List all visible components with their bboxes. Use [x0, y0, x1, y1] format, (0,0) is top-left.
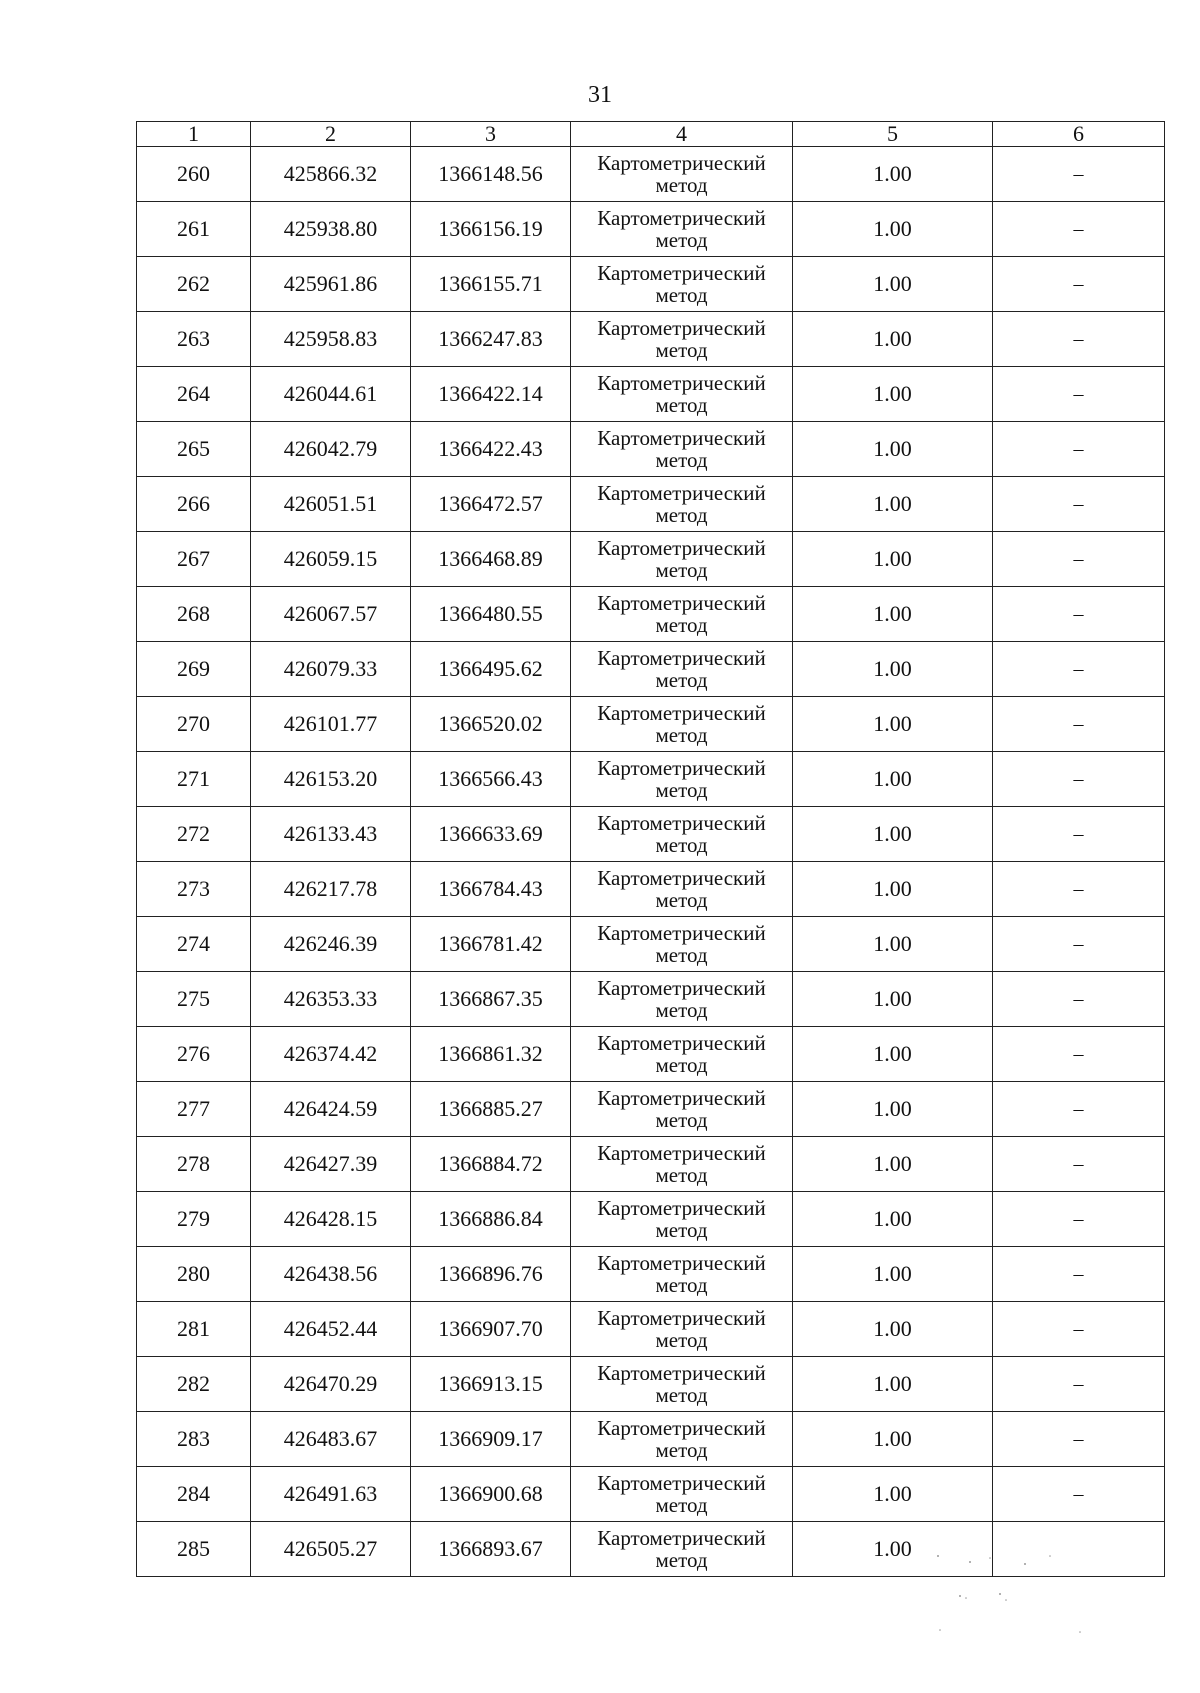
table-row — [137, 1357, 1165, 1412]
note-cell — [993, 1522, 1165, 1577]
coordinate-y-cell: 1366422.14 — [411, 367, 571, 422]
coordinate-x-cell: 425958.83 — [251, 312, 411, 367]
method-line-1: Картометрический — [597, 151, 766, 175]
note-cell: – — [993, 1082, 1165, 1137]
method-line-1: Картометрический — [597, 1471, 766, 1495]
method-line-2: метод — [655, 613, 708, 637]
method-line-1: Картометрический — [597, 1086, 766, 1110]
table-row — [137, 1522, 1165, 1577]
column-header-6: 6 — [993, 122, 1165, 147]
method-cell — [571, 477, 793, 532]
method-line-1: Картометрический — [597, 261, 766, 285]
table-row — [137, 1467, 1165, 1522]
table-row — [137, 1082, 1165, 1137]
method-line-1: Картометрический — [597, 756, 766, 780]
method-cell — [571, 312, 793, 367]
note-cell: – — [993, 477, 1165, 532]
coordinate-y-cell: 1366156.19 — [411, 202, 571, 257]
coordinate-y-cell: 1366566.43 — [411, 752, 571, 807]
method-line-1: Картометрический — [597, 1031, 766, 1055]
point-number-cell: 268 — [137, 587, 251, 642]
method-line-2: метод — [655, 338, 708, 362]
method-line-2: метод — [655, 998, 708, 1022]
note-cell: – — [993, 202, 1165, 257]
coordinate-y-cell: 1366472.57 — [411, 477, 571, 532]
point-number-cell: 269 — [137, 642, 251, 697]
coordinate-x-cell: 426246.39 — [251, 917, 411, 972]
page-number: 31 — [588, 82, 612, 108]
note-cell: – — [993, 1302, 1165, 1357]
coordinate-y-cell: 1366913.15 — [411, 1357, 571, 1412]
coordinate-y-cell: 1366885.27 — [411, 1082, 571, 1137]
note-cell: – — [993, 1412, 1165, 1467]
point-number-cell: 264 — [137, 367, 251, 422]
coordinate-y-cell: 1366633.69 — [411, 807, 571, 862]
table-row — [137, 147, 1165, 202]
column-header-5: 5 — [793, 122, 993, 147]
method-line-2: метод — [655, 1328, 708, 1352]
table-row — [137, 752, 1165, 807]
coordinate-y-cell: 1366907.70 — [411, 1302, 571, 1357]
accuracy-cell: 1.00 — [793, 312, 993, 367]
accuracy-cell: 1.00 — [793, 1082, 993, 1137]
method-line-2: метод — [655, 833, 708, 857]
table-row — [137, 642, 1165, 697]
coordinate-x-cell: 426438.56 — [251, 1247, 411, 1302]
coordinate-y-cell: 1366884.72 — [411, 1137, 571, 1192]
accuracy-cell: 1.00 — [793, 532, 993, 587]
accuracy-cell: 1.00 — [793, 1357, 993, 1412]
method-line-1: Картометрический — [597, 1526, 766, 1550]
note-cell: – — [993, 587, 1165, 642]
method-cell — [571, 1467, 793, 1522]
coordinate-x-cell: 426483.67 — [251, 1412, 411, 1467]
method-cell — [571, 972, 793, 1027]
coordinate-y-cell: 1366422.43 — [411, 422, 571, 477]
point-number-cell: 280 — [137, 1247, 251, 1302]
table-row — [137, 1137, 1165, 1192]
accuracy-cell: 1.00 — [793, 1302, 993, 1357]
method-line-2: метод — [655, 1053, 708, 1077]
table-row — [137, 697, 1165, 752]
coordinate-y-cell: 1366900.68 — [411, 1467, 571, 1522]
point-number-cell: 281 — [137, 1302, 251, 1357]
point-number-cell: 274 — [137, 917, 251, 972]
coordinate-y-cell: 1366781.42 — [411, 917, 571, 972]
table-body — [137, 147, 1165, 1577]
point-number-cell: 272 — [137, 807, 251, 862]
coordinate-x-cell: 426470.29 — [251, 1357, 411, 1412]
accuracy-cell: 1.00 — [793, 642, 993, 697]
method-cell — [571, 1412, 793, 1467]
method-line-1: Картометрический — [597, 371, 766, 395]
method-line-1: Картометрический — [597, 1251, 766, 1275]
method-cell — [571, 1357, 793, 1412]
method-line-2: метод — [655, 888, 708, 912]
note-cell: – — [993, 1192, 1165, 1247]
table-row — [137, 587, 1165, 642]
coordinate-x-cell: 426059.15 — [251, 532, 411, 587]
method-cell — [571, 752, 793, 807]
accuracy-cell: 1.00 — [793, 1522, 993, 1577]
method-line-1: Картометрический — [597, 1141, 766, 1165]
method-line-1: Картометрический — [597, 701, 766, 725]
note-cell: – — [993, 312, 1165, 367]
coordinate-y-cell: 1366495.62 — [411, 642, 571, 697]
note-cell: – — [993, 422, 1165, 477]
coordinate-x-cell: 426452.44 — [251, 1302, 411, 1357]
method-line-2: метод — [655, 1383, 708, 1407]
method-cell — [571, 807, 793, 862]
coordinate-y-cell: 1366468.89 — [411, 532, 571, 587]
note-cell: – — [993, 1467, 1165, 1522]
coordinate-x-cell: 425866.32 — [251, 147, 411, 202]
accuracy-cell: 1.00 — [793, 202, 993, 257]
method-line-1: Картометрический — [597, 591, 766, 615]
table-row — [137, 807, 1165, 862]
method-cell — [571, 367, 793, 422]
table-row — [137, 972, 1165, 1027]
note-cell: – — [993, 917, 1165, 972]
coordinate-x-cell: 425938.80 — [251, 202, 411, 257]
coordinates-table — [136, 121, 1165, 1577]
table-row — [137, 532, 1165, 587]
table-row — [137, 202, 1165, 257]
point-number-cell: 260 — [137, 147, 251, 202]
coordinate-x-cell: 426101.77 — [251, 697, 411, 752]
accuracy-cell: 1.00 — [793, 1027, 993, 1082]
method-line-2: метод — [655, 448, 708, 472]
coordinate-y-cell: 1366893.67 — [411, 1522, 571, 1577]
note-cell: – — [993, 1027, 1165, 1082]
coordinate-x-cell: 426505.27 — [251, 1522, 411, 1577]
coordinate-y-cell: 1366886.84 — [411, 1192, 571, 1247]
coordinate-x-cell: 426067.57 — [251, 587, 411, 642]
method-line-1: Картометрический — [597, 1306, 766, 1330]
method-cell — [571, 422, 793, 477]
method-line-2: метод — [655, 1108, 708, 1132]
method-line-1: Картометрический — [597, 481, 766, 505]
method-line-2: метод — [655, 228, 708, 252]
accuracy-cell: 1.00 — [793, 697, 993, 752]
coordinate-y-cell: 1366909.17 — [411, 1412, 571, 1467]
method-line-1: Картометрический — [597, 866, 766, 890]
method-cell — [571, 642, 793, 697]
method-cell — [571, 147, 793, 202]
point-number-cell: 278 — [137, 1137, 251, 1192]
coordinate-x-cell: 426428.15 — [251, 1192, 411, 1247]
point-number-cell: 285 — [137, 1522, 251, 1577]
table-row — [137, 1247, 1165, 1302]
coordinate-x-cell: 426217.78 — [251, 862, 411, 917]
note-cell: – — [993, 642, 1165, 697]
method-line-1: Картометрический — [597, 316, 766, 340]
accuracy-cell: 1.00 — [793, 587, 993, 642]
method-line-2: метод — [655, 558, 708, 582]
table-header-row — [137, 122, 1165, 147]
accuracy-cell: 1.00 — [793, 972, 993, 1027]
note-cell: – — [993, 147, 1165, 202]
point-number-cell: 267 — [137, 532, 251, 587]
method-line-1: Картометрический — [597, 1361, 766, 1385]
note-cell: – — [993, 1137, 1165, 1192]
method-line-1: Картометрический — [597, 646, 766, 670]
table-row — [137, 1027, 1165, 1082]
coordinate-x-cell: 426044.61 — [251, 367, 411, 422]
point-number-cell: 279 — [137, 1192, 251, 1247]
method-cell — [571, 1082, 793, 1137]
method-line-2: метод — [655, 1548, 708, 1572]
accuracy-cell: 1.00 — [793, 367, 993, 422]
note-cell: – — [993, 1357, 1165, 1412]
accuracy-cell: 1.00 — [793, 1137, 993, 1192]
table-row — [137, 257, 1165, 312]
method-line-2: метод — [655, 1163, 708, 1187]
table-row — [137, 1192, 1165, 1247]
method-line-1: Картометрический — [597, 921, 766, 945]
accuracy-cell: 1.00 — [793, 917, 993, 972]
coordinate-y-cell: 1366155.71 — [411, 257, 571, 312]
table-row — [137, 422, 1165, 477]
table-row — [137, 477, 1165, 532]
method-line-1: Картометрический — [597, 536, 766, 560]
point-number-cell: 283 — [137, 1412, 251, 1467]
coordinate-x-cell: 426424.59 — [251, 1082, 411, 1137]
coordinate-x-cell: 426353.33 — [251, 972, 411, 1027]
note-cell: – — [993, 1247, 1165, 1302]
coordinate-x-cell: 425961.86 — [251, 257, 411, 312]
coordinate-y-cell: 1366480.55 — [411, 587, 571, 642]
method-cell — [571, 1192, 793, 1247]
coordinate-x-cell: 426051.51 — [251, 477, 411, 532]
point-number-cell: 271 — [137, 752, 251, 807]
coordinate-y-cell: 1366784.43 — [411, 862, 571, 917]
coordinate-y-cell: 1366148.56 — [411, 147, 571, 202]
method-cell — [571, 532, 793, 587]
coordinate-x-cell: 426079.33 — [251, 642, 411, 697]
point-number-cell: 282 — [137, 1357, 251, 1412]
method-line-2: метод — [655, 1273, 708, 1297]
coordinate-y-cell: 1366520.02 — [411, 697, 571, 752]
accuracy-cell: 1.00 — [793, 752, 993, 807]
table-row — [137, 367, 1165, 422]
method-line-2: метод — [655, 283, 708, 307]
note-cell: – — [993, 752, 1165, 807]
coordinate-y-cell: 1366896.76 — [411, 1247, 571, 1302]
point-number-cell: 266 — [137, 477, 251, 532]
note-cell: – — [993, 532, 1165, 587]
column-header-4: 4 — [571, 122, 793, 147]
table-row — [137, 862, 1165, 917]
method-cell — [571, 1302, 793, 1357]
note-cell: – — [993, 367, 1165, 422]
note-cell: – — [993, 862, 1165, 917]
method-line-1: Картометрический — [597, 206, 766, 230]
method-line-1: Картометрический — [597, 1416, 766, 1440]
point-number-cell: 284 — [137, 1467, 251, 1522]
coordinate-x-cell: 426042.79 — [251, 422, 411, 477]
table-row — [137, 312, 1165, 367]
method-cell — [571, 257, 793, 312]
method-line-2: метод — [655, 723, 708, 747]
coordinate-x-cell: 426427.39 — [251, 1137, 411, 1192]
point-number-cell: 270 — [137, 697, 251, 752]
coordinate-x-cell: 426133.43 — [251, 807, 411, 862]
column-header-3: 3 — [411, 122, 571, 147]
method-cell — [571, 697, 793, 752]
method-cell — [571, 202, 793, 257]
method-line-2: метод — [655, 173, 708, 197]
method-line-2: метод — [655, 1438, 708, 1462]
accuracy-cell: 1.00 — [793, 1412, 993, 1467]
note-cell: – — [993, 697, 1165, 752]
table-row — [137, 1302, 1165, 1357]
column-header-2: 2 — [251, 122, 411, 147]
point-number-cell: 263 — [137, 312, 251, 367]
accuracy-cell: 1.00 — [793, 1467, 993, 1522]
coordinate-y-cell: 1366861.32 — [411, 1027, 571, 1082]
accuracy-cell: 1.00 — [793, 422, 993, 477]
method-line-2: метод — [655, 393, 708, 417]
accuracy-cell: 1.00 — [793, 477, 993, 532]
method-cell — [571, 862, 793, 917]
accuracy-cell: 1.00 — [793, 1192, 993, 1247]
table-row — [137, 1412, 1165, 1467]
method-line-1: Картометрический — [597, 1196, 766, 1220]
point-number-cell: 275 — [137, 972, 251, 1027]
point-number-cell: 277 — [137, 1082, 251, 1137]
method-line-2: метод — [655, 503, 708, 527]
method-line-2: метод — [655, 778, 708, 802]
table-row — [137, 917, 1165, 972]
note-cell: – — [993, 807, 1165, 862]
accuracy-cell: 1.00 — [793, 147, 993, 202]
coordinate-x-cell: 426491.63 — [251, 1467, 411, 1522]
coordinate-y-cell: 1366867.35 — [411, 972, 571, 1027]
coordinate-y-cell: 1366247.83 — [411, 312, 571, 367]
method-cell — [571, 1137, 793, 1192]
point-number-cell: 265 — [137, 422, 251, 477]
method-line-2: метод — [655, 943, 708, 967]
point-number-cell: 262 — [137, 257, 251, 312]
accuracy-cell: 1.00 — [793, 862, 993, 917]
method-cell — [571, 1522, 793, 1577]
accuracy-cell: 1.00 — [793, 807, 993, 862]
point-number-cell: 276 — [137, 1027, 251, 1082]
method-line-1: Картометрический — [597, 811, 766, 835]
method-line-2: метод — [655, 1218, 708, 1242]
point-number-cell: 261 — [137, 202, 251, 257]
method-line-1: Картометрический — [597, 426, 766, 450]
method-line-2: метод — [655, 1493, 708, 1517]
method-cell — [571, 1027, 793, 1082]
method-line-2: метод — [655, 668, 708, 692]
note-cell: – — [993, 257, 1165, 312]
coordinate-x-cell: 426153.20 — [251, 752, 411, 807]
column-header-1: 1 — [137, 122, 251, 147]
method-cell — [571, 1247, 793, 1302]
method-cell — [571, 587, 793, 642]
accuracy-cell: 1.00 — [793, 1247, 993, 1302]
method-cell — [571, 917, 793, 972]
point-number-cell: 273 — [137, 862, 251, 917]
method-line-1: Картометрический — [597, 976, 766, 1000]
coordinate-x-cell: 426374.42 — [251, 1027, 411, 1082]
accuracy-cell: 1.00 — [793, 257, 993, 312]
note-cell: – — [993, 972, 1165, 1027]
